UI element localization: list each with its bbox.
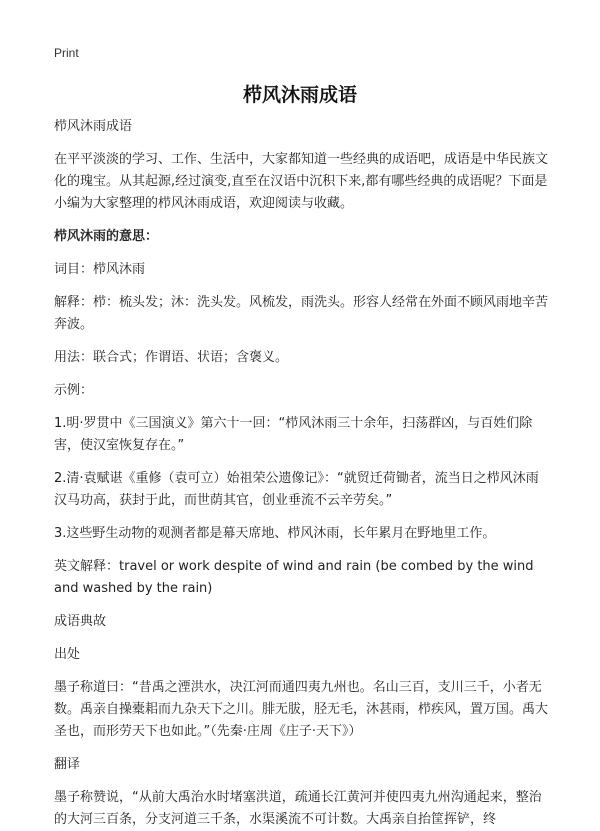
page-title: 栉风沐雨成语 — [242, 84, 357, 106]
section-heading-meaning: 栉风沐雨的意思： — [54, 229, 159, 244]
english-explanation-paragraph: 英文解释：travel or work despite of wind and rain (be combed by the wind and washed by the rain) — [54, 559, 534, 596]
section-heading-allusion: 成语典故 — [54, 614, 107, 629]
entry-paragraph: 词目：栉风沐雨 — [54, 262, 146, 277]
usage-paragraph: 用法：联合式；作谓语、状语；含褒义。 — [54, 350, 289, 365]
intro-paragraph: 在平平淡淡的学习、工作、生活中，大家都知道一些经典的成语吧，成语是中华民族文化的瑰宝。从其起源,经过演变,直至在汉语中沉积下来,都有哪些经典的成语呢？下面是小编为大家整理的栉风沐雨成语，欢迎阅读与收藏。 — [54, 152, 549, 211]
source-quote-paragraph: 墨子称道曰：“昔禹之湮洪水，决江河而通四夷九州也。名山三百，支川三千，小者无数。禹亲自操橐耜而九杂天下之川。腓无胈，胫无毛，沐甚雨，栉疾风，置万国。禹大圣也，而形劳天下也如此。”（先秦·庄周《庄子·天下》） — [54, 680, 549, 739]
example-3-paragraph: 3.这些野生动物的观测者都是幕天席地、栉风沐雨，长年累月在野地里工作。 — [54, 526, 496, 541]
examples-label: 示例： — [54, 383, 94, 398]
example-1-paragraph: 1.明·罗贯中《三国演义》第六十一回：“栉风沐雨三十余年，扫荡群凶，与百姓们除害，使汉室恢复存在。” — [54, 416, 533, 453]
subtitle-paragraph: 栉风沐雨成语 — [54, 119, 133, 134]
document-body — [54, 116, 550, 831]
print-link[interactable]: Print — [54, 46, 79, 60]
translation-label: 翻译 — [54, 757, 81, 772]
example-2-paragraph: 2.清·袁赋谌《重修（袁可立）始祖荣公遗像记》：“就贸迁荷锄者，流当日之栉风沐雨汉马功高，获封于此，而世荫其官，创业垂流不云辛劳矣。” — [54, 471, 539, 508]
explanation-paragraph: 解释：栉：梳头发；沐：洗头发。风梳发，雨洗头。形容人经常在外面不顾风雨地辛苦奔波。 — [54, 295, 549, 332]
translation-paragraph: 墨子称赞说，“从前大禹治水时堵塞洪道，疏通长江黄河并使四夷九州沟通起来，整治的大河三百条，分支河道三千条，水渠溪流不可计数。大禹亲自抬筐挥铲，终 — [54, 790, 542, 827]
source-label: 出处 — [54, 647, 81, 662]
